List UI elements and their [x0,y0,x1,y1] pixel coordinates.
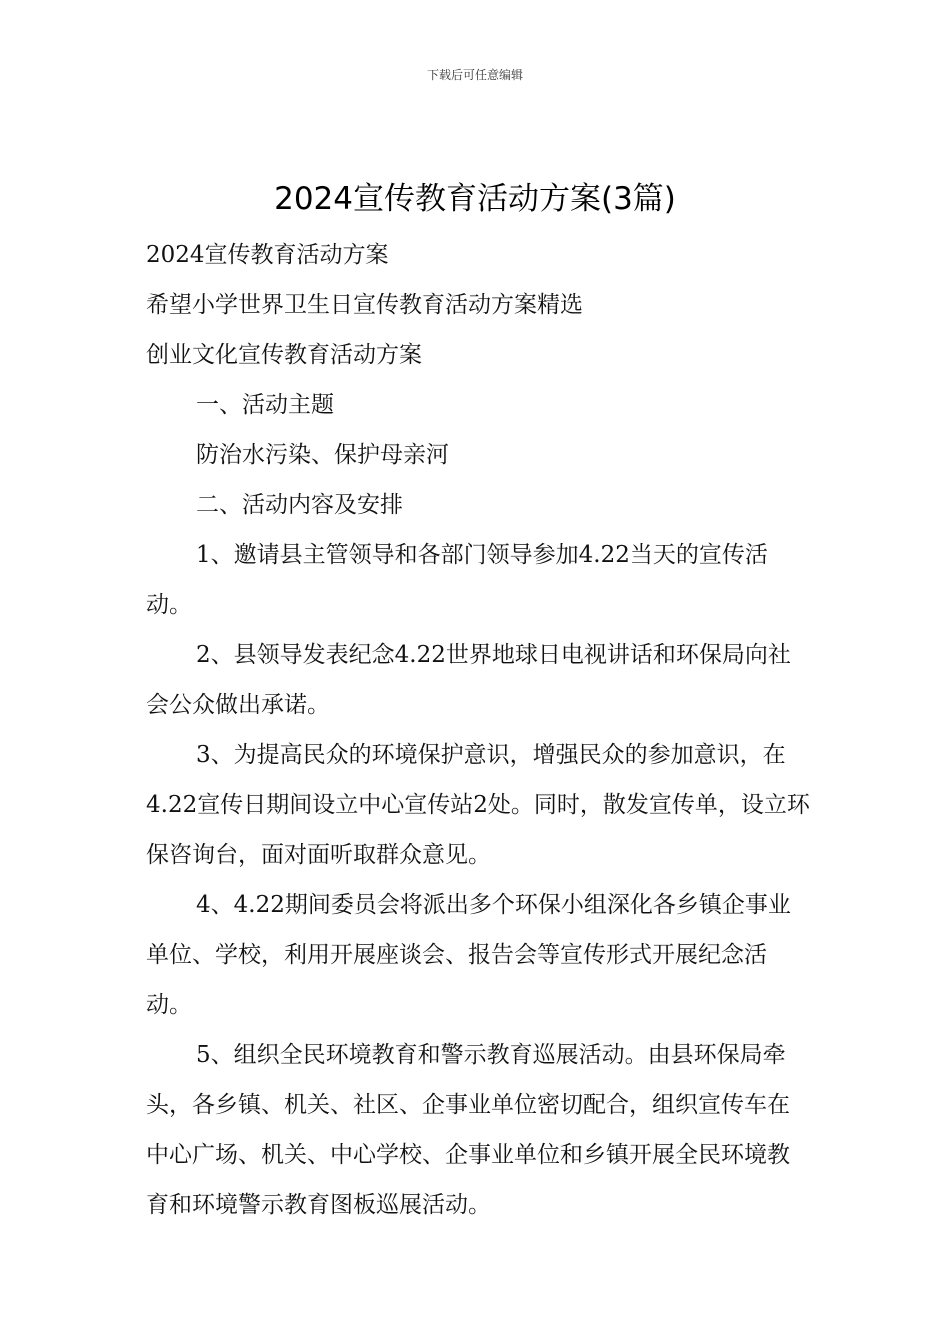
list-item: 2、县领导发表纪念4.22世界地球日电视讲话和环保局向社会公众做出承诺。 [146,642,791,718]
document-body [146,230,811,1230]
document-title: 2024宣传教育活动方案(3篇) [274,181,676,217]
section-text: 防治水污染、保护母亲河 [196,442,449,468]
list-item: 5、组织全民环境教育和警示教育巡展活动。由县环保局牵头，各乡镇、机关、社区、企事业单位密切配合，组织宣传车在中心广场、机关、中心学校、企事业单位和乡镇开展全民环境教育和环境警示教育图板巡展活动。 [146,1042,790,1218]
section-heading: 二、活动内容及安排 [196,492,403,518]
section-heading: 一、活动主题 [196,392,334,418]
list-item: 4、4.22期间委员会将派出多个环保小组深化各乡镇企事业单位、学校，利用开展座谈会、报告会等宣传形式开展纪念活动。 [146,892,791,1018]
toc-item: 创业文化宣传教育活动方案 [146,342,422,368]
toc-item: 希望小学世界卫生日宣传教育活动方案精选 [146,292,583,318]
list-item: 1、邀请县主管领导和各部门领导参加4.22当天的宣传活动。 [146,542,768,618]
header-note: 下载后可任意编辑 [426,68,523,82]
toc-item: 2024宣传教育活动方案 [146,242,389,268]
list-item: 3、为提高民众的环境保护意识，增强民众的参加意识，在4.22宣传日期间设立中心宣传站2处。同时，散发宣传单，设立环保咨询台，面对面听取群众意见。 [146,742,810,868]
